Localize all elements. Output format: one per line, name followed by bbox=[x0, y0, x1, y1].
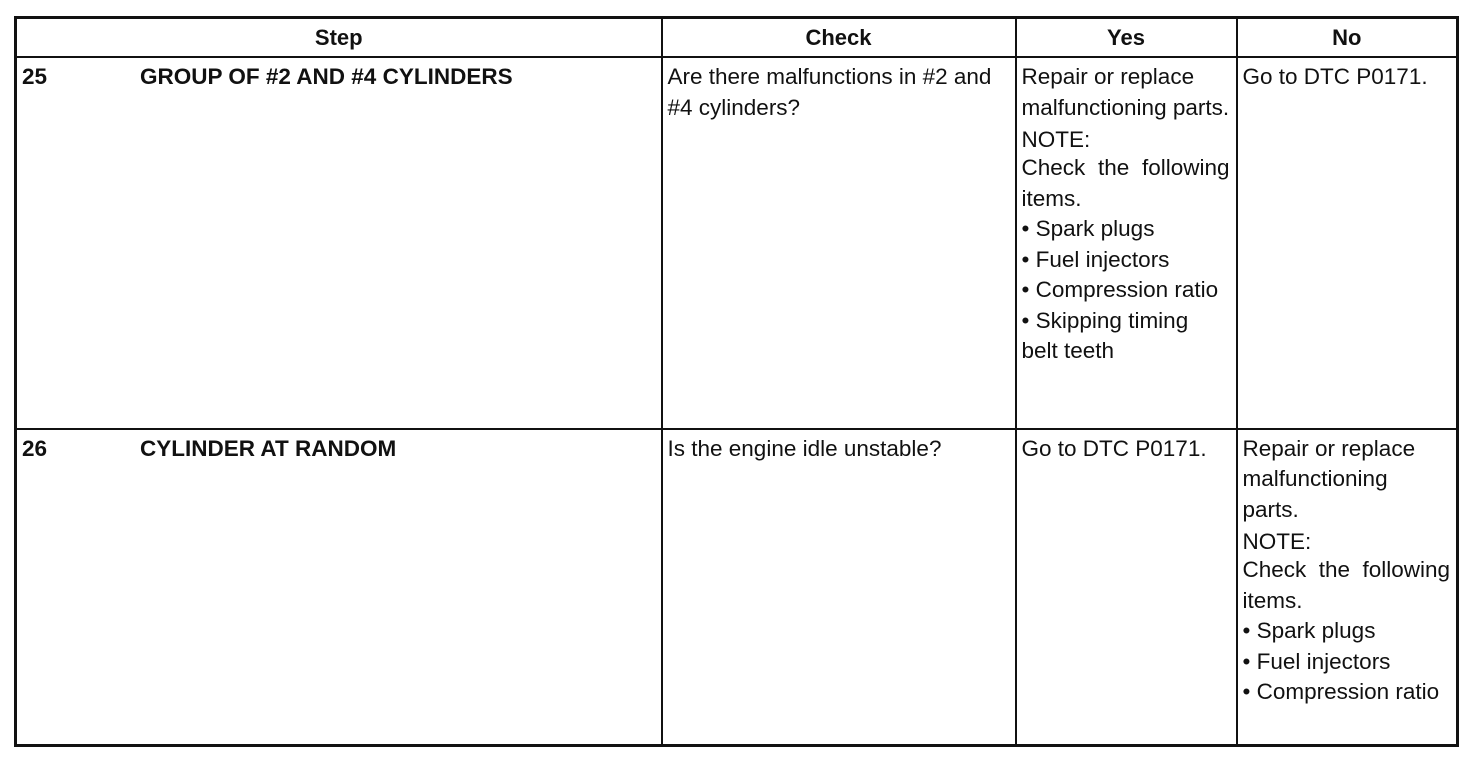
check-cell: Is the engine idle unstable? bbox=[662, 429, 1016, 746]
list-item: • Spark plugs bbox=[1242, 618, 1376, 643]
yes-cell: Go to DTC P0171. bbox=[1016, 429, 1237, 746]
header-check: Check bbox=[662, 18, 1016, 58]
header-yes: Yes bbox=[1016, 18, 1237, 58]
list-item: • Fuel injectors bbox=[1021, 246, 1170, 272]
no-action: Repair or replace malfunctioning parts. bbox=[1242, 435, 1416, 522]
check-cell: Are there malfunctions in #2 and #4 cylinders? bbox=[662, 57, 1016, 429]
no-cell: Go to DTC P0171. bbox=[1237, 57, 1458, 429]
step-cell bbox=[16, 429, 662, 746]
table-row bbox=[16, 429, 1458, 746]
step-number: 25 bbox=[22, 64, 48, 89]
no-cell bbox=[1237, 429, 1458, 746]
header-step: Step bbox=[16, 18, 662, 58]
step-cell bbox=[16, 57, 662, 429]
list-item: • Spark plugs bbox=[1021, 216, 1155, 241]
list-item: • Fuel injectors bbox=[1242, 648, 1391, 674]
list-item: • Skipping timing belt teeth bbox=[1021, 307, 1189, 363]
note-text: Check the following items. bbox=[1242, 557, 1450, 613]
list-item: • Compression ratio bbox=[1242, 679, 1440, 704]
note-text: Check the following items. bbox=[1021, 155, 1230, 211]
yes-action: Repair or replace malfunctioning parts. bbox=[1021, 64, 1230, 120]
header-no: No bbox=[1237, 18, 1458, 58]
table-row bbox=[16, 57, 1458, 429]
diagnostic-table bbox=[14, 16, 1459, 747]
list-item: • Compression ratio bbox=[1021, 277, 1219, 302]
step-title: CYLINDER AT RANDOM bbox=[140, 435, 397, 461]
step-title: GROUP OF #2 AND #4 CYLINDERS bbox=[140, 64, 513, 89]
header-row bbox=[16, 18, 1458, 58]
yes-cell bbox=[1016, 57, 1237, 429]
note-label: NOTE: bbox=[1242, 529, 1312, 554]
step-number: 26 bbox=[22, 435, 48, 461]
note-label: NOTE: bbox=[1021, 127, 1091, 152]
